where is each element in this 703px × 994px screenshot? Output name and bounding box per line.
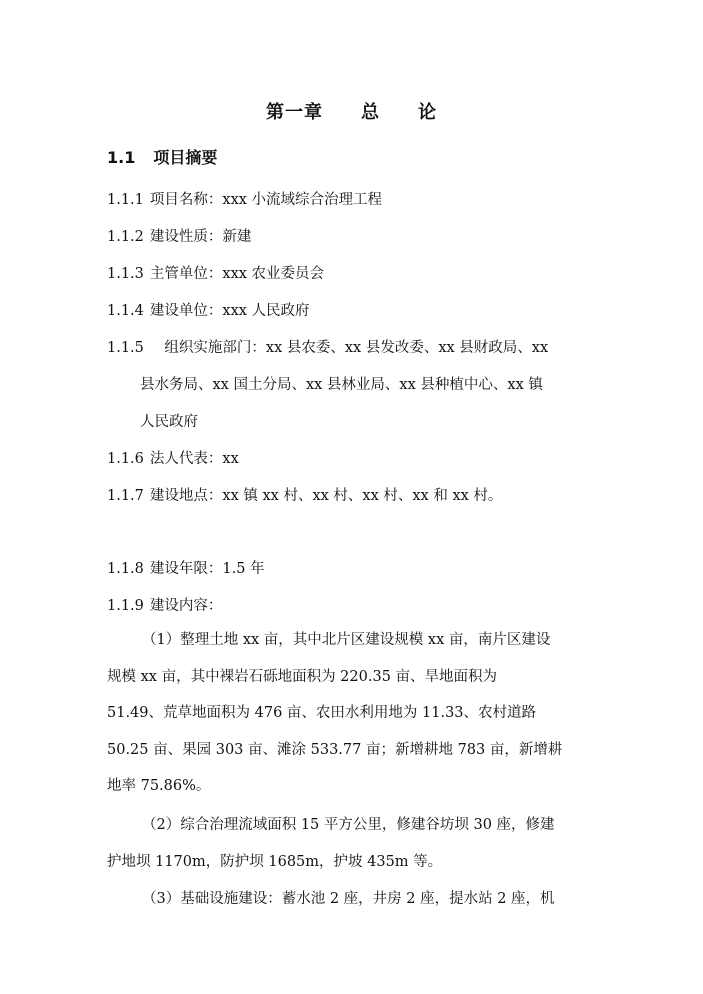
item-label: 建设地点：	[149, 488, 223, 504]
paragraph-line: 护地坝 1170m，防护坝 1685m，护坡 435m 等。	[107, 853, 443, 870]
content-paragraph-2	[107, 807, 597, 880]
paragraph-line: （2）综合治理流域面积 15 平方公里，修建谷坊坝 30 座，修建	[142, 817, 555, 833]
item-number: 1.1.8	[107, 561, 144, 577]
item-value: xx 镇 xx 村、xx 村、xx 村、xx 和 xx 村。	[222, 488, 503, 504]
item-number: 1.1.3	[107, 266, 144, 282]
item-number: 1.1.4	[107, 303, 144, 319]
paragraph-line: 地率 75.86%。	[107, 778, 211, 794]
section-title: 项目摘要	[153, 148, 218, 167]
item-1-1-1	[107, 188, 382, 209]
item-value: xxx 农业委员会	[222, 266, 325, 282]
item-1-1-4	[107, 299, 310, 320]
item-1-1-9	[107, 594, 222, 615]
item-label: 建设内容：	[149, 598, 223, 614]
item-value: xx 县农委、xx 县发改委、xx 县财政局、xx	[265, 340, 549, 356]
section-number: 1.1	[107, 148, 136, 167]
item-label: 主管单位：	[149, 266, 223, 282]
item-1-1-6	[107, 447, 239, 468]
item-number: 1.1.9	[107, 598, 144, 614]
content-paragraph-3	[107, 881, 597, 918]
item-1-1-2	[107, 225, 251, 246]
item-1-1-5-continued-2: 人民政府	[140, 414, 198, 430]
item-label: 建设性质：	[149, 229, 223, 245]
paragraph-line: 50.25 亩、果园 303 亩、滩涂 533.77 亩；新增耕地 783 亩，新增耕	[107, 741, 563, 758]
item-value: 新建	[222, 229, 252, 245]
section-heading	[107, 145, 217, 168]
item-value: 1.5 年	[222, 561, 265, 577]
item-1-1-5	[107, 336, 548, 357]
paragraph-line: （3）基础设施建设：蓄水池 2 座，井房 2 座，提水站 2 座，机	[142, 891, 555, 907]
paragraph-line: （1）整理土地 xx 亩，其中北片区建设规模 xx 亩，南片区建设	[142, 632, 551, 648]
item-number: 1.1.7	[107, 488, 144, 504]
item-1-1-7	[107, 484, 502, 505]
item-number: 1.1.2	[107, 229, 144, 245]
item-value: xxx 人民政府	[222, 303, 310, 319]
item-number: 1.1.6	[107, 451, 144, 467]
item-label: 建设单位：	[149, 303, 223, 319]
item-value: xx	[222, 451, 239, 467]
item-label: 建设年限：	[149, 561, 223, 577]
item-label: 法人代表：	[149, 451, 223, 467]
item-value: xxx 小流域综合治理工程	[222, 192, 383, 208]
item-1-1-3	[107, 262, 324, 283]
item-label: 组织实施部门：	[149, 340, 266, 356]
content-paragraph-1	[107, 622, 597, 805]
item-label: 项目名称：	[149, 192, 223, 208]
item-number: 1.1.5	[107, 340, 144, 356]
paragraph-line: 规模 xx 亩，其中裸岩石砾地面积为 220.35 亩、旱地面积为	[107, 668, 498, 685]
paragraph-line: 51.49、荒草地面积为 476 亩、农田水利用地为 11.33、农村道路	[107, 705, 537, 721]
item-1-1-8	[107, 557, 265, 578]
item-number: 1.1.1	[107, 192, 144, 208]
chapter-title: 第一章 总 论	[266, 102, 437, 123]
item-1-1-5-continued-1: 县水务局、xx 国土分局、xx 县林业局、xx 县种植中心、xx 镇	[140, 377, 543, 393]
